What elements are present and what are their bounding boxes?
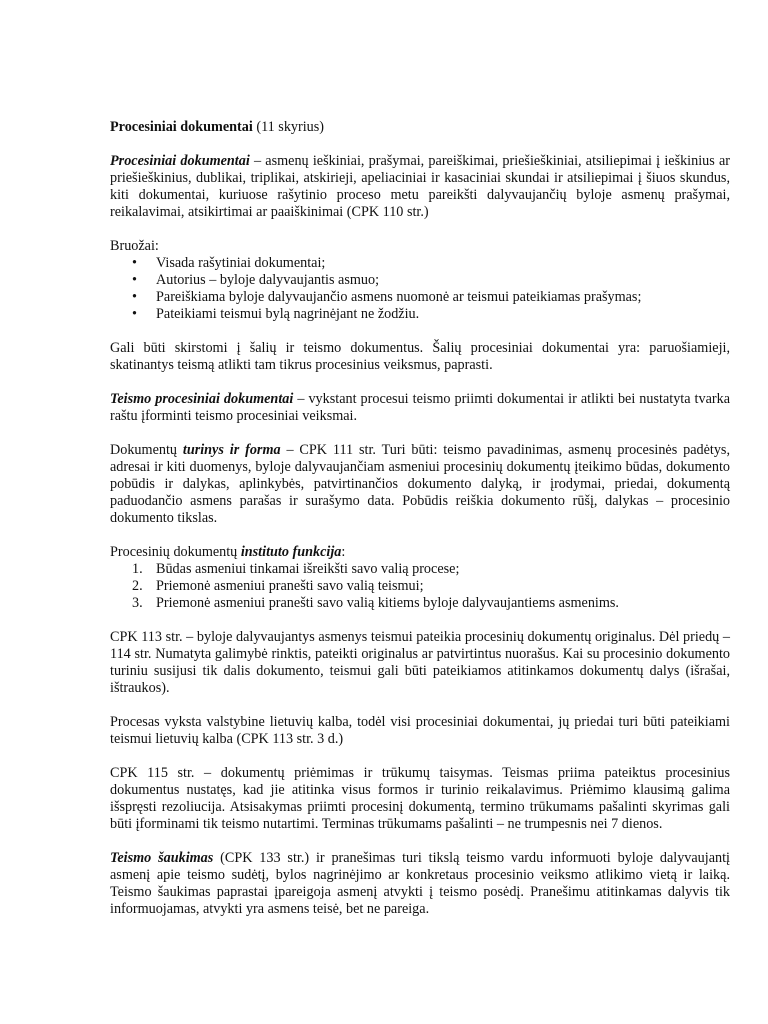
bullet-icon: • xyxy=(132,306,137,322)
page-title xyxy=(110,119,730,136)
summons-paragraph: Teismo šaukimas (CPK 133 str.) ir pranešimas turi tikslą teismo vardu informuoti byloje dalyvaujantį asmenį apie teismo sudėtį, bylos nagrinėjimo ar konkretaus procesinio veiksmo atlikimo vietą ir laiką. Teismo šaukimas paprastai įpareigoja asmenį atvykti į teismo posėdį. Pranešimu atitinkamas dalyvis tik informuojamas, atvykti yra asmens teisė, bet ne pareiga. xyxy=(110,850,730,917)
content-form-term: turinys ir forma xyxy=(182,442,281,458)
split-paragraph: Gali būti skirstomi į šalių ir teismo dokumentus. Šalių procesiniai dokumentai yra: paruošiamieji, skatinantys teismą atlikti tam tikrus procesinius veiksmus, paprasti. xyxy=(110,340,730,373)
list-item: • Pateikiami teismui bylą nagrinėjant ne žodžiu. xyxy=(132,306,420,322)
bullet-icon: • xyxy=(132,255,137,271)
functions-list xyxy=(110,561,730,612)
list-item: • Pareiškiama byloje dalyvaujančio asmens nuomonė ar teismui pateikiamas prašymas; xyxy=(132,289,642,305)
title-bold: Procesiniai dokumentai xyxy=(110,119,253,135)
features-title: Bruožai: xyxy=(110,238,159,254)
features-list xyxy=(110,255,730,323)
content-form-paragraph: Dokumentų turinys ir forma – CPK 111 str. Turi būti: teismo pavadinimas, asmenų procesinės padėtys, adresai ir kiti duomenys, byloje dalyvaujančiam asmeniui procesinių dokumentų įteikimo būdas, dokumento pobūdis ir dalykas, aplinkybės, patvirtinančios dokumento dalyką, ir įrodymai, priedai, dokumentą paduodančio asmens parašas ir surašymo data. Pobūdis reiškia dokumento rūšį, dalykas – procesinio dokumento tikslas. xyxy=(110,442,730,526)
list-item: 2. Priemonė asmeniui pranešti savo valią teismui; xyxy=(132,578,424,594)
bullet-icon: • xyxy=(132,272,137,288)
functions-term: instituto funkcija xyxy=(240,544,342,560)
court-docs-term: Teismo procesiniai dokumentai xyxy=(110,391,294,407)
definition-paragraph xyxy=(110,153,730,221)
document-page xyxy=(110,119,730,918)
list-number: 3. xyxy=(132,595,143,611)
language-paragraph: Procesas vyksta valstybine lietuvių kalba, todėl visi procesiniai dokumentai, jų priedai turi būti pateikiami teismui lietuvių kalba (CPK 113 str. 3 d.) xyxy=(110,714,730,747)
functions-title: Procesinių dokumentų instituto funkcija: xyxy=(110,544,346,560)
title-rest: (11 skyrius) xyxy=(252,119,325,135)
list-number: 2. xyxy=(132,578,143,594)
definition-text: – asmenų ieškiniai, prašymai, pareiškimai, priešieškiniai, atsiliepimai į ieškinius ar priešieškinius, dublikai, triplikai, atskirieji, apeliaciniai ir kasaciniai skundai ir atsiliepimai į šiuos skundus, kiti dokumentai, kuriuose rašytinio proceso metu pareikšti dalyvaujančių byloje asmenų prašymai, reikalavimai, atsikirtimai ar paaiškinimai (CPK 110 str.) xyxy=(110,153,730,220)
list-item: • Autorius – byloje dalyvaujantis asmuo; xyxy=(132,272,380,288)
cpk113-paragraph: CPK 113 str. – byloje dalyvaujantys asmenys teismui pateikia procesinių dokumentų originalus. Dėl priedų – 114 str. Numatyta galimybė rinktis, pateikti originalus ar patvirtintus nuorašus. Kai su procesinio dokumento turiniu susijusi tik dalis dokumento, teismui gali būti pateikiamos atitinkamos dokumentų dalys (išrašai, ištraukos). xyxy=(110,629,730,696)
list-item: 3. Priemonė asmeniui pranešti savo valią kitiems byloje dalyvaujantiems asmenims. xyxy=(132,595,619,611)
list-item: 1. Būdas asmeniui tinkamai išreikšti savo valią procese; xyxy=(132,561,460,577)
definition-term: Procesiniai dokumentai xyxy=(110,153,250,169)
list-number: 1. xyxy=(132,561,143,577)
bullet-icon: • xyxy=(132,289,137,305)
summons-term: Teismo šaukimas xyxy=(110,850,214,866)
cpk115-paragraph: CPK 115 str. – dokumentų priėmimas ir trūkumų taisymas. Teismas priima pateiktus procesinius dokumentus nustatęs, kad jie atitinka visus formos ir turinio reikalavimus. Priėmimo klausimą galima išspręsti rezoliucija. Atsisakymas priimti procesinį dokumentą, termino trūkumams pašalinti skyrimas gali būti įforminami tik teismo nutartimi. Terminas trūkumams pašalinti – ne trumpesnis nei 7 dienos. xyxy=(110,765,730,832)
list-item: • Visada rašytiniai dokumentai; xyxy=(132,255,326,271)
court-docs-paragraph: Teismo procesiniai dokumentai – vykstant procesui teismo priimti dokumentai ir atlikti bei nustatyta tvarka raštu įforminti teismo procesiniai veiksmai. xyxy=(110,391,730,424)
